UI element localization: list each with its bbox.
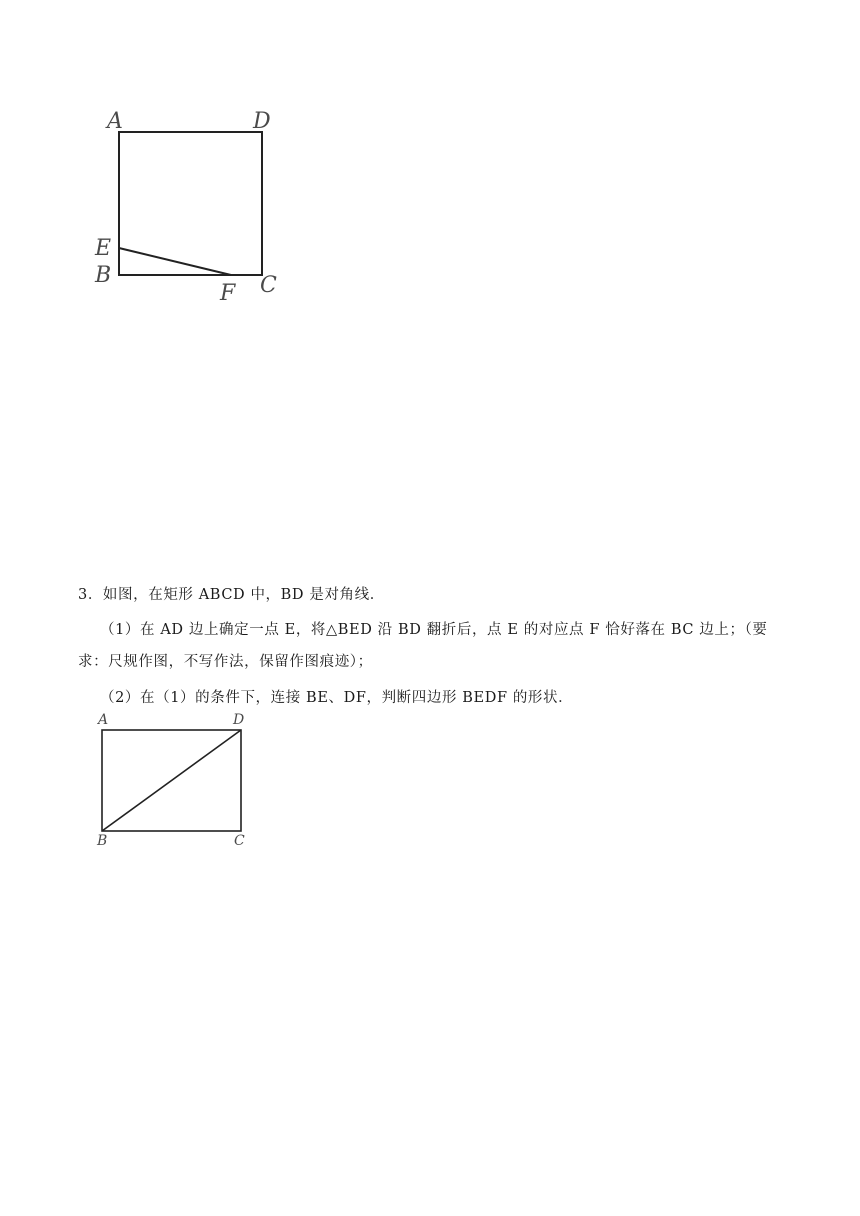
- square-figure: [90, 100, 290, 310]
- diagonal-bd: [102, 730, 241, 831]
- rectangle-diagram: [90, 708, 260, 853]
- label-c: C: [260, 273, 277, 298]
- label-f: F: [220, 281, 236, 306]
- label-a: A: [98, 712, 109, 728]
- label-c: C: [234, 833, 245, 849]
- label-d: D: [253, 109, 271, 134]
- label-d: D: [233, 712, 245, 728]
- problem-part1-line1: （1）在 AD 边上确定一点 E，将△BED 沿 BD 翻折后，点 E 的对应点 F 恰好落在 BC 边上；（要: [100, 622, 768, 638]
- square-diagram: [90, 100, 290, 310]
- label-b: B: [97, 833, 108, 849]
- problem-part2: （2）在（1）的条件下，连接 BE、DF，判断四边形 BEDF 的形状．: [100, 690, 574, 706]
- problem-heading: 3．如图，在矩形 ABCD 中，BD 是对角线．: [78, 587, 385, 603]
- rectangle-figure: [90, 708, 260, 853]
- label-e: E: [95, 236, 112, 261]
- label-a: A: [107, 109, 123, 134]
- segment-ef: [119, 248, 231, 275]
- label-b: B: [95, 263, 112, 288]
- problem-part1-line2: 求：尺规作图，不写作法，保留作图痕迹）；: [78, 654, 373, 670]
